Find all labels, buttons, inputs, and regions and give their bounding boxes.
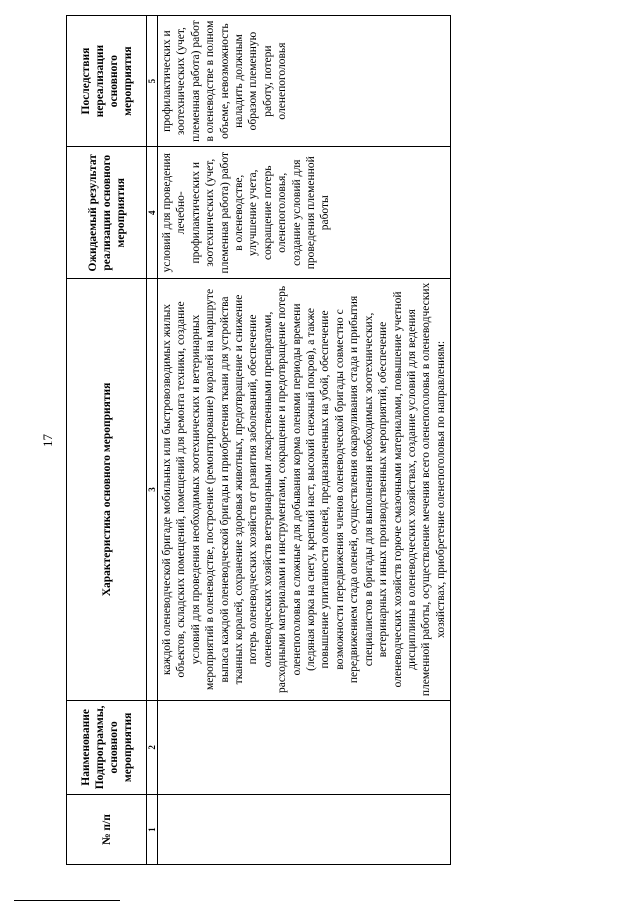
column-number: 3 (147, 279, 158, 700)
page-number: 17 (40, 434, 55, 447)
cell-characteristic: каждой оленеводческой бригаде мобильных или быстровозводимых жилых объектов, складских помещений, помещений для ремонта техники, создание условий для проведения необходимых зоотехнических и ветеринарных мероприятий в оленеводстве, построение (ремонтирование) коралей на маршруте выпаса каждой оленеводческой бригады и приобретения ткани для устройства тканных коралей, сохранение здоровья животных, предотвращение и снижение потерь оленеводческих хозяйств от развития заболеваний, обеспечение оленеводческих хозяйств ветеринарными лекарственными препаратами, расходными материалами и инструментами, сокращение и предотвращение потерь оленепоголовья в сложные для добывания корма оленями периоды времени (ледяная корка на снегу, крепкий наст, высокий снежный покров), а также повышение упитанности оленей, предназначенных на убой, обеспечение возможности передвижения членов оленеводческой бригады совместно с передвижением стада оленей, осуществления окарауливания стада и прибытия специалистов в бригады для выполнения необходимых зоотехнических, ветеринарных и иных производственных мероприятий, обеспечение оленеводческих хозяйств горюче смазочными материалами, повышение учетной дисциплины в оленеводческих хозяйствах, создание условий для ведения племенной работы, осуществление мечения всего оленепоголовья в оленеводческих хозяйствах, приобретение оленепоголовья по направлениям: (158, 279, 451, 700)
header-num: № п/п (67, 795, 147, 865)
column-number: 1 (147, 795, 158, 865)
column-number: 5 (147, 16, 158, 147)
rotated-table-container (66, 15, 580, 865)
header-characteristic: Характеристика основного мероприятия (67, 279, 147, 700)
cell-name (158, 700, 451, 795)
program-table (66, 15, 451, 865)
header-name: Наименование Подпрограммы, основного мероприятия (67, 700, 147, 795)
header-result: Ожидаемый результат реализации основного мероприятия (67, 147, 147, 279)
header-row (67, 16, 147, 865)
header-consequences: Последствия нереализации основного мероприятия (67, 16, 147, 147)
cell-num (158, 795, 451, 865)
column-number-row (147, 16, 158, 865)
table-row (158, 16, 451, 865)
cell-result: условий для проведения лечебно-профилактических и зоотехнических (учет, племенная работа) работ в оленеводстве, улучшение учета, сокращение потерь оленепоголовья, создание условий для проведения племенной работы (158, 147, 451, 279)
column-number: 2 (147, 700, 158, 795)
column-number: 4 (147, 147, 158, 279)
cell-consequences: профилактических и зоотехнических (учет, племенная работа) работ в оленеводстве в полном объеме, невозможность наладить должным образом племенную работу, потери оленепоголовья (158, 16, 451, 147)
footer-line (14, 900, 120, 901)
